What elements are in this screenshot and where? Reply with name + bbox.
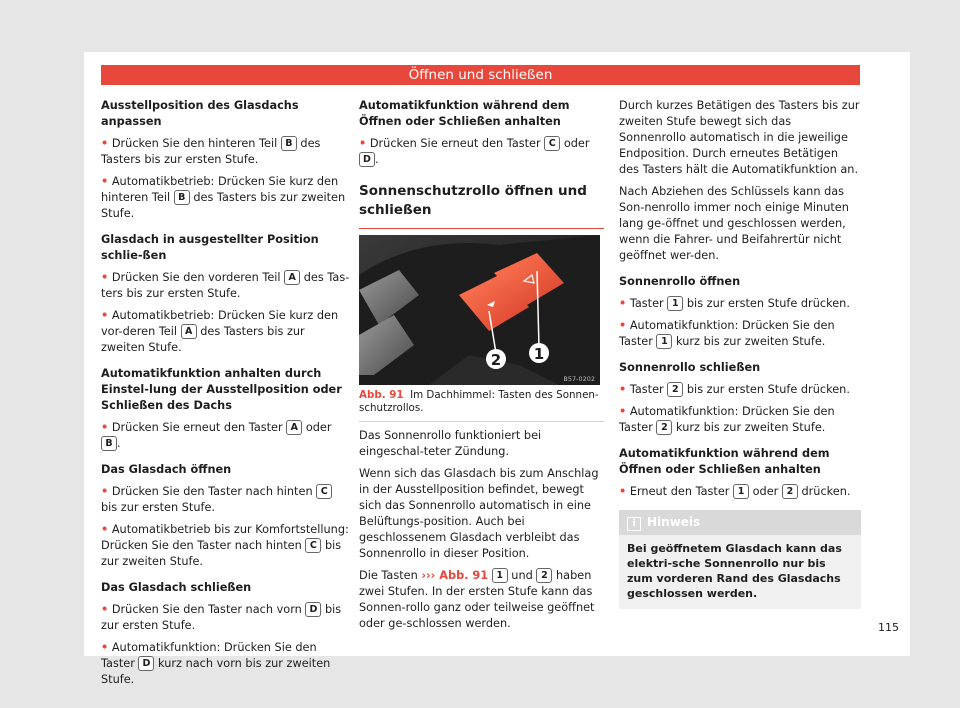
key-label: B xyxy=(281,136,297,151)
page-header: Öffnen und schließen xyxy=(101,65,860,85)
figure-caption: Abb. 91 Im Dachhimmel: Tasten des Sonnen-schutzrollos. xyxy=(359,389,604,422)
section-title: Sonnenschutzrollo öffnen und schließen xyxy=(359,182,604,229)
key-label: C xyxy=(305,538,321,553)
bullet: • Drücken Sie erneut den Taster A oder B . xyxy=(101,421,332,450)
bullet: • Drücken Sie den vorderen Teil A des Tas-ters bis zur ersten Stufe. xyxy=(101,271,350,300)
key-label: 2 xyxy=(536,568,552,583)
bullet: • Drücken Sie den hinteren Teil B des Tasters bis zur ersten Stufe. xyxy=(101,137,321,166)
bullet: • Drücken Sie den Taster nach hinten C bis zur ersten Stufe. xyxy=(101,484,351,516)
key-label: 2 xyxy=(667,382,683,397)
key-label: D xyxy=(305,602,321,617)
paragraph: Die Tasten ››› Abb. 91 1 und 2 haben zwei Stufen. In der ersten Stufe kann das Sonnen-rollo ganz oder teilweise geöffnet oder ge-schlossen werden. xyxy=(359,569,595,630)
key-label: 1 xyxy=(656,334,672,349)
bullet: • Automatikbetrieb: Drücken Sie kurz den hinteren Teil B des Tasters bis zur zweiten Stufe. xyxy=(101,175,346,220)
heading: Automatikfunktion während dem Öffnen oder Schließen anhalten xyxy=(619,447,830,476)
key-label: B xyxy=(174,190,190,205)
heading: Das Glasdach schließen xyxy=(101,581,252,594)
bullet: • Erneut den Taster 1 oder 2 drücken. xyxy=(619,485,851,498)
heading: Automatikfunktion während dem Öffnen oder Schließen anhalten xyxy=(359,99,570,128)
bullet: • Automatikfunktion: Drücken Sie den Taster D kurz nach vorn bis zur zweiten Stufe. xyxy=(101,641,331,686)
key-label: 1 xyxy=(733,484,749,499)
bullet: • Taster 1 bis zur ersten Stufe drücken. xyxy=(619,297,850,310)
figure-code: B57-0202 xyxy=(563,375,595,383)
bullet: • Automatikfunktion: Drücken Sie den Taster 2 kurz bis zur zweiten Stufe. xyxy=(619,405,835,434)
figure-link[interactable]: ››› Abb. 91 xyxy=(421,569,489,582)
paragraph: Nach Abziehen des Schlüssels kann das Son-nenrollo immer noch einige Minuten lang ge-öffnet und geschlossen werden, wenn die Fahrer- und Beifahrertür nicht geöffnet wer-den. xyxy=(619,185,849,262)
svg-text:2: 2 xyxy=(490,351,502,369)
note-title: Hinweis xyxy=(647,515,701,529)
column-2 xyxy=(359,98,604,638)
column-3 xyxy=(619,98,861,609)
heading: Das Glasdach öffnen xyxy=(101,463,232,476)
key-label: A xyxy=(181,324,197,339)
heading: Ausstellposition des Glasdachs anpassen xyxy=(101,99,299,128)
key-label: D xyxy=(359,152,375,167)
bullet: • Automatikfunktion: Drücken Sie den Taster 1 kurz bis zur zweiten Stufe. xyxy=(619,319,835,348)
heading: Automatikfunktion anhalten durch Einstel-lung der Ausstellposition oder Schließen des Dachs xyxy=(101,367,342,412)
key-label: 2 xyxy=(656,420,672,435)
bullet: • Drücken Sie erneut den Taster C oder D . xyxy=(359,137,590,166)
paragraph: Wenn sich das Glasdach bis zum Anschlag in der Ausstellposition befindet, bewegt sich das Sonnenrollo automatisch in eine Belüftungs-position. Auch bei geschlossenem Glasdach verbleibt das Sonnenrollo in dieser Position. xyxy=(359,467,599,560)
bullet: • Automatikbetrieb bis zur Komfortstellung: Drücken Sie den Taster nach hinten C bis zur zweiten Stufe. xyxy=(101,523,349,568)
page-number: 115 xyxy=(878,621,899,634)
heading: Sonnenrollo öffnen xyxy=(619,275,741,288)
column-1 xyxy=(101,98,351,694)
note-box xyxy=(619,510,861,609)
info-icon: i xyxy=(627,517,641,531)
key-label: 1 xyxy=(667,296,683,311)
svg-text:1: 1 xyxy=(533,345,545,363)
paragraph: Das Sonnenrollo funktioniert bei eingeschal-teter Zündung. xyxy=(359,429,542,458)
key-label: A xyxy=(284,270,300,285)
figure-illustration xyxy=(359,235,600,385)
key-label: D xyxy=(138,656,154,671)
key-label: A xyxy=(286,420,302,435)
bullet: • Drücken Sie den Taster nach vorn D bis zur ersten Stufe. xyxy=(101,603,342,632)
key-label: B xyxy=(101,436,117,451)
heading: Sonnenrollo schließen xyxy=(619,361,761,374)
note-header xyxy=(619,510,861,535)
key-label: C xyxy=(544,136,560,151)
bullet: • Automatikbetrieb: Drücken Sie kurz den vor-deren Teil A des Tasters bis zur zweiten Stufe. xyxy=(101,309,339,354)
key-label: C xyxy=(316,484,332,499)
heading: Glasdach in ausgestellter Position schlie-ßen xyxy=(101,233,319,262)
key-label: 1 xyxy=(492,568,508,583)
bullet: • Taster 2 bis zur ersten Stufe drücken. xyxy=(619,383,850,396)
note-body: Bei geöffnetem Glasdach kann das elektri-sche Sonnenrollo nur bis zum vorderen Rand des Glasdachs geschlossen werden. xyxy=(627,542,842,600)
paragraph: Durch kurzes Betätigen des Tasters bis zur zweiten Stufe bewegt sich das Sonnenrollo automatisch in die jeweilige Endposition. Durch erneutes Betätigen des Tasters hält die Automatikfunktion an. xyxy=(619,99,860,176)
figure-sunblind-buttons xyxy=(359,235,600,385)
key-label: 2 xyxy=(782,484,798,499)
